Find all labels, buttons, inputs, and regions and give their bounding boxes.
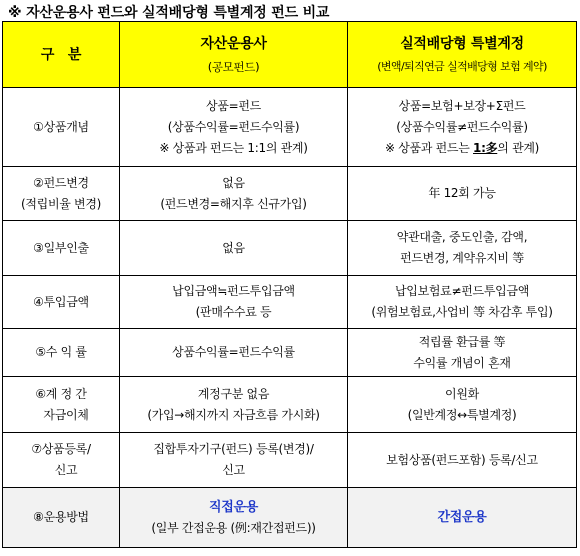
table-row <box>3 276 577 329</box>
table-row <box>3 329 577 377</box>
cell-line: 납입금액≒펀드투입금액 <box>172 284 295 298</box>
cell-note <box>350 138 574 159</box>
cell-line: 신고 <box>222 463 245 477</box>
cell-note-emphasis: 1:多 <box>473 140 498 155</box>
cell-emphasis: 간접운용 <box>437 510 487 525</box>
row-col2 <box>348 377 577 433</box>
header-category-label: 구 분 <box>40 46 82 63</box>
table-row <box>3 433 577 488</box>
row-label-line: (적립비율 변경) <box>20 196 102 211</box>
header-col2 <box>348 22 577 88</box>
header-category <box>3 22 120 88</box>
header-col1 <box>120 22 348 88</box>
row-col2 <box>348 488 577 548</box>
cell-line: 계정구분 없음 <box>197 386 270 401</box>
cell-line: 수익률 개념이 혼재 <box>413 355 511 370</box>
row-label <box>3 433 120 488</box>
cell-line: 없음 <box>222 240 245 255</box>
cell-line: 펀드변경, 계약유지비 等 <box>400 251 524 265</box>
cell-line: 약관대출, 중도인출, 감액, <box>396 230 528 244</box>
cell-note-prefix: ※ 상품과 펀드는 <box>384 140 474 155</box>
cell-line: 상품=보험+보장+Σ펀드 <box>398 98 526 113</box>
header-col1-title: 자산운용사 <box>200 35 267 52</box>
row-label: ④투입금액 <box>3 276 120 329</box>
row-col2 <box>348 276 577 329</box>
row-col1 <box>120 276 348 329</box>
cell-line: (위험보험료,사업비 等 차감후 투입) <box>371 305 553 319</box>
cell-line: (일부 간접운용 (例:재간접펀드)) <box>151 520 316 535</box>
row-col1 <box>120 167 348 221</box>
cell-line: 없음 <box>222 175 245 190</box>
row-col1 <box>120 88 348 167</box>
row-col2 <box>348 221 577 276</box>
row-label <box>3 167 120 221</box>
row-label: ⑤수 익 률 <box>3 329 120 377</box>
header-col2-subtitle: (변액/퇴직연금 실적배당형 보험 계약) <box>377 59 547 73</box>
cell-line: 납입보험료≠펀드투입금액 <box>395 284 529 298</box>
cell-line: 적립률 환급률 等 <box>418 334 506 349</box>
table-row <box>3 221 577 276</box>
row-label-line: ②펀드변경 <box>33 175 89 190</box>
row-label-line: ⑦상품등록/ <box>31 442 91 456</box>
cell-note-suffix: 의 관계) <box>497 140 540 155</box>
row-col1 <box>120 221 348 276</box>
cell-line: 年 12회 가능 <box>428 186 496 200</box>
row-label-line: 신고 <box>54 463 78 477</box>
row-col2 <box>348 167 577 221</box>
cell-emphasis: 직접운용 <box>208 499 259 515</box>
row-label: ⑧운용방법 <box>3 488 120 548</box>
row-label-line: 자금이체 <box>43 407 89 422</box>
row-col2 <box>348 329 577 377</box>
table-header-row <box>3 22 577 88</box>
row-label: ①상품개념 <box>3 88 120 167</box>
row-col1 <box>120 377 348 433</box>
table-row <box>3 488 577 548</box>
table-row <box>3 167 577 221</box>
cell-line: (판매수수료 등 <box>195 305 272 319</box>
header-col1-subtitle: (공모펀드) <box>207 59 260 74</box>
table-row <box>3 88 577 167</box>
cell-line: 보험상품(펀드포함) 등록/신고 <box>386 452 538 467</box>
row-col2 <box>348 433 577 488</box>
row-col1 <box>120 488 348 548</box>
header-col2-title: 실적배당형 특별계정 <box>400 35 524 52</box>
row-col2 <box>348 88 577 167</box>
row-col1 <box>120 329 348 377</box>
cell-line: (상품수익률=펀드수익률) <box>167 119 300 134</box>
page-title: ※ 자산운용사 펀드와 실적배당형 특별계정 펀드 비교 <box>8 5 330 21</box>
cell-line: 상품=펀드 <box>206 98 261 113</box>
cell-line: ※ 상품과 펀드는 1:1의 관계) <box>159 140 308 155</box>
cell-line: (가입→해지까지 자금흐름 가시화) <box>147 407 320 422</box>
table-row <box>3 377 577 433</box>
row-label: ③일부인출 <box>3 221 120 276</box>
cell-line: 상품수익률=펀드수익률 <box>172 345 295 359</box>
row-label <box>3 377 120 433</box>
cell-line: 이원화 <box>445 386 479 401</box>
row-col1 <box>120 433 348 488</box>
row-label-line: ⑥계 정 간 <box>35 386 87 401</box>
cell-line: (펀드변경=해지후 신규가입) <box>160 196 307 211</box>
cell-line: (상품수익률≠펀드수익률) <box>396 119 528 134</box>
cell-line: (일반계정↔특별계정) <box>407 407 517 422</box>
comparison-table <box>2 21 577 548</box>
cell-line: 집합투자기구(펀드) 등록(변경)/ <box>153 442 314 456</box>
